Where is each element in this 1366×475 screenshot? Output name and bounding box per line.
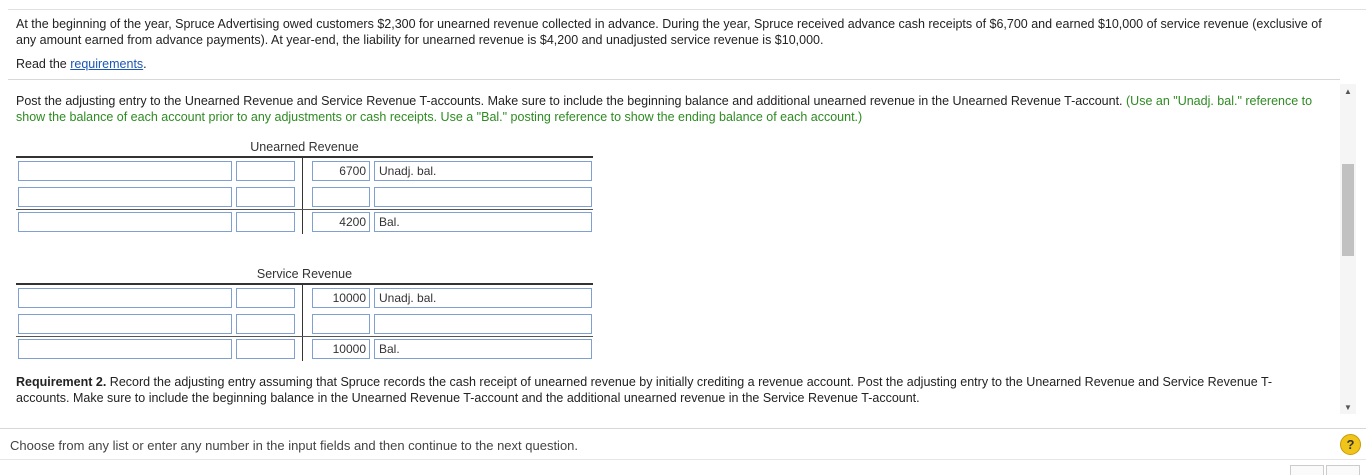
read-requirements-line (16, 57, 147, 71)
t-account-center-line (302, 283, 303, 361)
requirement-2 (16, 374, 1316, 406)
t-account-balance-line (16, 336, 593, 337)
service-right-ref-2[interactable] (374, 314, 592, 334)
service-revenue-t-account (16, 265, 593, 365)
instructions (16, 93, 1316, 125)
t-account-top-line (16, 156, 593, 158)
unearned-left-amt-2[interactable] (236, 187, 295, 207)
service-right-amt-bal[interactable] (312, 339, 370, 359)
read-prefix: Read the (16, 57, 71, 71)
nav-button-left[interactable] (1290, 465, 1324, 475)
help-icon[interactable]: ? (1340, 434, 1361, 455)
t-account-balance-line (16, 209, 593, 210)
service-right-amt-1[interactable] (312, 288, 370, 308)
service-revenue-title: Service Revenue (256, 267, 353, 281)
unearned-left-amt-bal[interactable] (236, 212, 295, 232)
footer-divider (0, 428, 1366, 429)
requirement-2-text: Record the adjusting entry assuming that Spruce records the cash receipt of unearned revenue by initially crediting a revenue account. Post the adjusting entry to the Unearned Revenue and Service Revenue T-accounts. Make sure to include the beginning balance in the Unearned Revenue T-account and the additional unearned revenue in the Service Revenue T-account. (16, 375, 1273, 405)
unearned-left-ref-2[interactable] (18, 187, 232, 207)
service-left-ref-bal[interactable] (18, 339, 232, 359)
instructions-main: Post the adjusting entry to the Unearned Revenue and Service Revenue T-accounts. Make sure to include the beginning balance and additional unearned revenue in the Unearned Revenue T-account. (16, 94, 1127, 108)
instructions-hint: (Use an "Unadj. bal." reference to show the balance of each account prior to any adjustments or cash receipts. Use a "Bal." posting reference to show the ending balance of each account.) (16, 94, 1313, 124)
bottom-edge-divider (0, 459, 1366, 460)
service-left-amt-1[interactable] (236, 288, 295, 308)
service-left-ref-2[interactable] (18, 314, 232, 334)
unearned-revenue-t-account (16, 138, 593, 238)
vertical-scrollbar[interactable] (1340, 84, 1356, 414)
scroll-thumb[interactable] (1342, 164, 1354, 256)
service-right-amt-2[interactable] (312, 314, 370, 334)
t-account-top-line (16, 283, 593, 285)
service-left-amt-2[interactable] (236, 314, 295, 334)
t-account-center-line (302, 156, 303, 234)
service-right-ref-1[interactable] (374, 288, 592, 308)
scroll-up-arrow-icon[interactable]: ▲ (1344, 86, 1352, 96)
unearned-left-ref-bal[interactable] (18, 212, 232, 232)
unearned-revenue-title: Unearned Revenue (250, 140, 359, 154)
requirements-link[interactable]: requirements (70, 57, 144, 71)
requirement-2-label: Requirement 2. (16, 375, 107, 389)
problem-statement: At the beginning of the year, Spruce Advertising owed customers $2,300 for unearned revenue collected in advance. During the year, Spruce received advance cash receipts of $6,700 and earned $10,000 of service revenue (exclusive of any amount earned from advance payments). At year-end, the liability for unearned revenue is $4,200 and unadjusted service revenue is $10,000. (16, 17, 1322, 47)
service-left-amt-bal[interactable] (236, 339, 295, 359)
read-suffix: . (143, 57, 147, 71)
section-divider (8, 79, 1340, 80)
unearned-left-ref-1[interactable] (18, 161, 232, 181)
unearned-right-ref-1[interactable] (374, 161, 592, 181)
scroll-down-arrow-icon[interactable]: ▼ (1344, 402, 1352, 412)
unearned-right-amt-2[interactable] (312, 187, 370, 207)
top-divider (8, 9, 1366, 10)
footer-instruction: Choose from any list or enter any number in the input fields and then continue to the next question. (10, 438, 579, 453)
unearned-right-ref-2[interactable] (374, 187, 592, 207)
unearned-right-amt-bal[interactable] (312, 212, 370, 232)
unearned-right-amt-1[interactable] (312, 161, 370, 181)
unearned-left-amt-1[interactable] (236, 161, 295, 181)
service-left-ref-1[interactable] (18, 288, 232, 308)
unearned-right-ref-bal[interactable] (374, 212, 592, 232)
service-right-ref-bal[interactable] (374, 339, 592, 359)
nav-button-right[interactable] (1326, 465, 1360, 475)
